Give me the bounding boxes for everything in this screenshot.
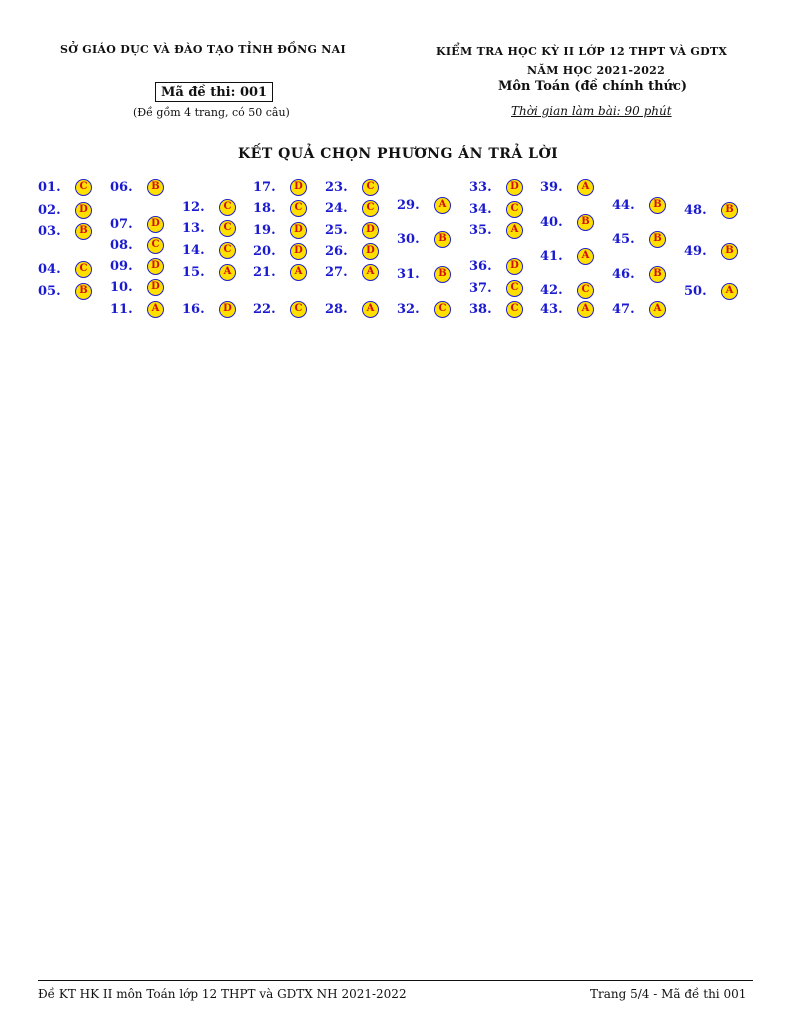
answer-bubble: B [147, 179, 164, 196]
answer-item [182, 198, 236, 216]
answer-bubble: A [290, 264, 307, 281]
answer-bubble: A [506, 222, 523, 239]
answer-bubble: B [721, 243, 738, 260]
answer-bubble: B [649, 266, 666, 283]
question-number: 27. [325, 264, 348, 280]
answer-item [397, 196, 451, 214]
question-number: 04. [38, 261, 61, 277]
answer-bubble: B [721, 202, 738, 219]
answer-item [182, 300, 236, 318]
question-number: 15. [182, 264, 205, 280]
question-number: 05. [38, 283, 61, 299]
answer-item [684, 242, 738, 260]
answer-item [253, 242, 307, 260]
answer-bubble: C [290, 301, 307, 318]
question-number: 10. [110, 279, 133, 295]
answer-item [397, 230, 451, 248]
answer-bubble: D [362, 222, 379, 239]
answer-item [110, 257, 164, 275]
question-number: 18. [253, 200, 276, 216]
answer-bubble: A [577, 301, 594, 318]
answer-item [540, 281, 594, 299]
question-number: 02. [38, 202, 61, 218]
duration: Thời gian làm bài: 90 phút [511, 104, 672, 118]
answer-item [325, 199, 379, 217]
answer-bubble: A [434, 197, 451, 214]
question-number: 16. [182, 301, 205, 317]
question-number: 44. [612, 197, 635, 213]
answer-item [38, 282, 92, 300]
answer-bubble: D [290, 222, 307, 239]
answer-bubble: D [147, 279, 164, 296]
answer-bubble: D [362, 243, 379, 260]
answer-bubble: C [362, 200, 379, 217]
answer-item [684, 201, 738, 219]
answer-item [469, 257, 523, 275]
answer-item [38, 222, 92, 240]
question-number: 19. [253, 222, 276, 238]
question-number: 31. [397, 266, 420, 282]
answer-bubble: D [147, 216, 164, 233]
answer-item [469, 279, 523, 297]
question-number: 40. [540, 214, 563, 230]
answer-bubble: C [506, 301, 523, 318]
answer-bubble: D [506, 179, 523, 196]
answer-bubble: C [75, 179, 92, 196]
answer-item [325, 300, 379, 318]
answer-bubble: C [219, 199, 236, 216]
question-number: 45. [612, 231, 635, 247]
answer-item [397, 265, 451, 283]
answer-bubble: C [362, 179, 379, 196]
answer-bubble: C [147, 237, 164, 254]
answer-bubble: B [434, 266, 451, 283]
answer-item [182, 219, 236, 237]
question-number: 14. [182, 242, 205, 258]
answer-bubble: C [434, 301, 451, 318]
footer-divider [38, 980, 753, 981]
answer-bubble: A [147, 301, 164, 318]
answer-item [253, 263, 307, 281]
question-number: 09. [110, 258, 133, 274]
question-number: 13. [182, 220, 205, 236]
question-number: 29. [397, 197, 420, 213]
exam-code-box: Mã đề thi: 001 [155, 82, 273, 102]
answer-item [540, 178, 594, 196]
answer-bubble: C [219, 220, 236, 237]
answer-item [110, 236, 164, 254]
question-number: 21. [253, 264, 276, 280]
exam-page-note: (Đề gồm 4 trang, có 50 câu) [133, 106, 290, 119]
answer-bubble: A [649, 301, 666, 318]
answer-bubble: D [506, 258, 523, 275]
answer-item [253, 178, 307, 196]
footer-left-text: Đề KT HK II môn Toán lớp 12 THPT và GDTX NH 2021-2022 [38, 987, 407, 1001]
answer-item [110, 300, 164, 318]
answer-bubble: B [75, 283, 92, 300]
question-number: 35. [469, 222, 492, 238]
answer-bubble: C [506, 201, 523, 218]
answer-item [540, 300, 594, 318]
answer-bubble: D [219, 301, 236, 318]
answer-item [182, 263, 236, 281]
answer-bubble: C [75, 261, 92, 278]
answer-bubble: C [219, 242, 236, 259]
answer-item [684, 282, 738, 300]
answer-bubble: B [577, 214, 594, 231]
question-number: 22. [253, 301, 276, 317]
answer-item [110, 278, 164, 296]
answer-bubble: B [434, 231, 451, 248]
exam-title: KIỂM TRA HỌC KỲ II LỚP 12 THPT VÀ GDTX [436, 45, 728, 58]
answer-bubble: A [577, 248, 594, 265]
question-number: 20. [253, 243, 276, 259]
answer-item [110, 178, 164, 196]
question-number: 37. [469, 280, 492, 296]
section-title: KẾT QUẢ CHỌN PHƯƠNG ÁN TRẢ LỜI [238, 146, 559, 162]
answer-item [325, 242, 379, 260]
answer-item [325, 263, 379, 281]
question-number: 06. [110, 179, 133, 195]
answer-bubble: B [649, 197, 666, 214]
question-number: 23. [325, 179, 348, 195]
answer-bubble: B [75, 223, 92, 240]
subject: Môn Toán (đề chính thức) [498, 79, 688, 94]
question-number: 33. [469, 179, 492, 195]
answer-bubble: A [721, 283, 738, 300]
answer-item [540, 247, 594, 265]
question-number: 47. [612, 301, 635, 317]
question-number: 43. [540, 301, 563, 317]
answer-item [110, 215, 164, 233]
question-number: 32. [397, 301, 420, 317]
question-number: 08. [110, 237, 133, 253]
question-number: 12. [182, 199, 205, 215]
answer-bubble: A [577, 179, 594, 196]
school-year: NĂM HỌC 2021-2022 [527, 64, 666, 77]
answer-item [469, 300, 523, 318]
answer-item [325, 221, 379, 239]
question-number: 39. [540, 179, 563, 195]
question-number: 42. [540, 282, 563, 298]
answer-bubble: C [506, 280, 523, 297]
question-number: 50. [684, 283, 707, 299]
answer-bubble: A [362, 264, 379, 281]
answer-bubble: A [362, 301, 379, 318]
answer-item [612, 300, 666, 318]
answer-item [612, 265, 666, 283]
question-number: 30. [397, 231, 420, 247]
answer-item [469, 221, 523, 239]
answer-bubble: D [147, 258, 164, 275]
question-number: 11. [110, 301, 133, 317]
answer-item [469, 200, 523, 218]
question-number: 24. [325, 200, 348, 216]
answer-item [253, 199, 307, 217]
question-number: 34. [469, 201, 492, 217]
question-number: 48. [684, 202, 707, 218]
answer-item [612, 230, 666, 248]
question-number: 07. [110, 216, 133, 232]
answer-item [38, 260, 92, 278]
answer-item [612, 196, 666, 214]
answer-item [38, 178, 92, 196]
answer-bubble: C [577, 282, 594, 299]
answer-bubble: D [290, 179, 307, 196]
question-number: 26. [325, 243, 348, 259]
question-number: 36. [469, 258, 492, 274]
question-number: 17. [253, 179, 276, 195]
question-number: 25. [325, 222, 348, 238]
question-number: 03. [38, 223, 61, 239]
answer-item [253, 221, 307, 239]
answer-bubble: D [290, 243, 307, 260]
question-number: 49. [684, 243, 707, 259]
answer-item [397, 300, 451, 318]
question-number: 41. [540, 248, 563, 264]
question-number: 28. [325, 301, 348, 317]
answer-item [325, 178, 379, 196]
answer-item [253, 300, 307, 318]
question-number: 38. [469, 301, 492, 317]
answer-bubble: C [290, 200, 307, 217]
answer-item [469, 178, 523, 196]
question-number: 46. [612, 266, 635, 282]
answer-item [38, 201, 92, 219]
footer-page-number: Trang 5/4 - Mã đề thi 001 [590, 987, 747, 1001]
answer-item [182, 241, 236, 259]
answer-bubble: B [649, 231, 666, 248]
answer-bubble: A [219, 264, 236, 281]
department-name: SỞ GIÁO DỤC VÀ ĐÀO TẠO TỈNH ĐỒNG NAI [60, 43, 346, 56]
question-number: 01. [38, 179, 61, 195]
answer-bubble: D [75, 202, 92, 219]
answer-item [540, 213, 594, 231]
